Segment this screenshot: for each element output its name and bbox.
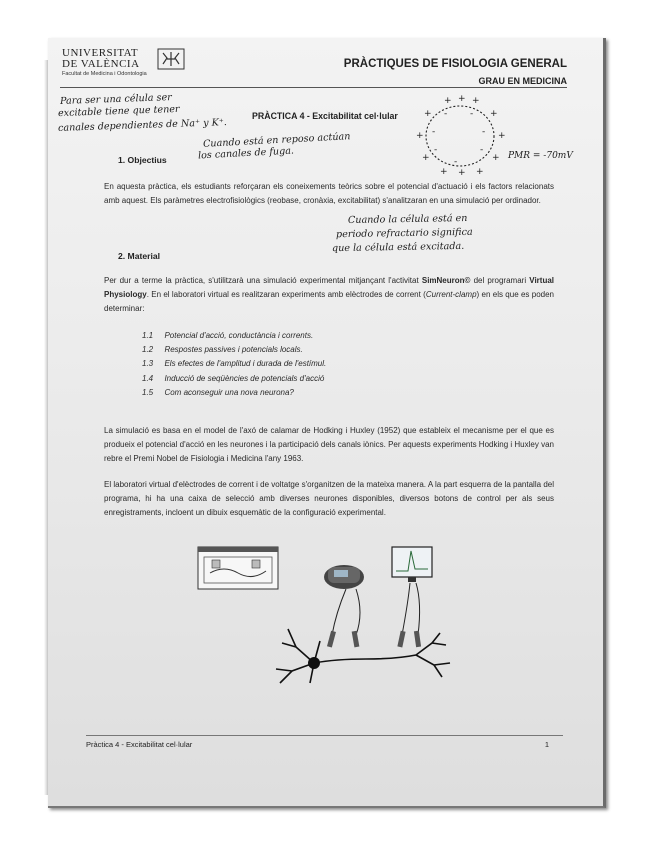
svg-text:-: - — [434, 145, 438, 155]
practice-title: PRÀCTICA 4 - Excitabilitat cel·lular — [252, 111, 398, 121]
section-material-heading: 2. Material — [118, 251, 161, 261]
handwritten-note-8: que la célula está excitada. — [331, 240, 465, 255]
svg-text:+: + — [416, 131, 424, 141]
neuron-drawing — [276, 629, 450, 683]
page-number: 1 — [544, 740, 549, 749]
handwritten-note-1: Para ser una célula ser — [59, 92, 172, 107]
svg-text:+: + — [476, 167, 484, 176]
course-title: PRÀCTIQUES DE FISIOLOGIA GENERAL — [343, 58, 567, 70]
svg-text:+: + — [440, 167, 448, 176]
svg-text:+: + — [458, 94, 466, 104]
svg-text:-: - — [444, 109, 448, 119]
oscilloscope-monitor — [392, 547, 432, 582]
list-item: 1.3 Els efectes de l'amplitud i durada de l'estímul. — [142, 359, 327, 369]
svg-text:+: + — [444, 96, 452, 106]
svg-text:+: + — [498, 131, 506, 141]
degree-subtitle: GRAU EN MEDICINA — [478, 76, 567, 86]
document-page — [48, 38, 606, 808]
handwritten-note-4: Cuando está en reposo actúan — [202, 131, 351, 150]
list-item: 1.4 Inducció de seqüències de potencials d'acció — [142, 373, 325, 383]
objectives-paragraph: En aquesta pràctica, els estudiants reforçaran els coneixements teòrics sobre el potencial d'actuació i els factors relacionats amb aquest. Els paràmetres electrofisiològics (reobase, cronàxia, excitabilitat) s'analitzaran en una simulació per ordinador. — [104, 182, 554, 206]
list-item: 1.5 Com aconseguir una nova neurona? — [142, 387, 294, 397]
university-name-line1: UNIVERSITAT — [62, 47, 139, 59]
handwritten-note-3: canales dependientes de Na⁺ y K⁺. — [57, 117, 228, 134]
svg-text:+: + — [490, 109, 498, 119]
section-objectives-heading: 1. Objectius — [118, 155, 167, 165]
svg-text:+: + — [422, 153, 430, 163]
handwritten-note-7: periodo refractario significa — [335, 226, 473, 241]
handwritten-note-2: excitable tiene que tener — [57, 103, 180, 120]
material-paragraph-1: Per dur a terme la pràctica, s'utilitzarà una simulació experimental mitjançant l'activitat SimNeuron© del programari Virtual Physiology. En el laboratori virtual es realitzaran experiments amb elèctrodes de corrent (Current-clamp) en els que es poden determinar: — [104, 276, 554, 314]
stimulator-device — [324, 565, 364, 589]
material-paragraph-2: La simulació es basa en el model de l'axó de calamar de Hodking i Huxley (1952) que estableix el mecanisme per el que es produeix el potencial d'acció en les neurones i la participació dels canals iònics. Per aquests experiments Hodking i Huxley van rebre el Premi Nobel de Fisiologia i Medicina l'any 1963. — [104, 426, 554, 464]
footer-title: Pràctica 4 - Excitabilitat cel·lular — [86, 740, 193, 749]
cell-membrane-sketch — [414, 94, 506, 176]
determination-list — [142, 329, 326, 400]
svg-text:+: + — [424, 109, 432, 119]
list-item: 1.2 Respostes passives i potencials locals. — [142, 345, 303, 355]
material-paragraph-3: El laboratori virtual d'elèctrodes de corrent i de voltatge s'organitzen de la mateixa manera. A la part esquerra de la pantalla del programa, hi ha una caixa de selecció amb diverses neurones disponibles, diversos botons de control per als seus enregistraments, incloent un dibuix esquemàtic de la configuració experimental. — [104, 480, 554, 518]
svg-text:-: - — [454, 157, 458, 167]
faculty-name: Facultat de Medicina i Odontologia — [62, 71, 147, 77]
lab-screen-thumbnail — [198, 547, 278, 589]
svg-text:-: - — [482, 127, 486, 137]
handwritten-note-6: Cuando la célula está en — [347, 212, 468, 227]
handwritten-note-5: los canales de fuga. — [197, 145, 295, 162]
svg-text:-: - — [480, 145, 484, 155]
university-name-line2: DE VALÈNCIA — [62, 58, 140, 70]
svg-text:+: + — [492, 153, 500, 163]
university-seal-icon — [157, 48, 185, 70]
svg-text:-: - — [470, 109, 474, 119]
svg-text:+: + — [458, 168, 466, 176]
svg-text:+: + — [472, 96, 480, 106]
svg-text:-: - — [432, 127, 436, 137]
experimental-setup-illustration — [196, 543, 456, 693]
handwritten-rmp: PMR = -70mV — [508, 151, 573, 161]
header-divider — [60, 87, 567, 88]
list-item: 1.1 Potencial d'acció, conductància i corrents. — [142, 331, 314, 340]
footer-divider — [86, 735, 563, 736]
university-logo — [62, 48, 202, 77]
